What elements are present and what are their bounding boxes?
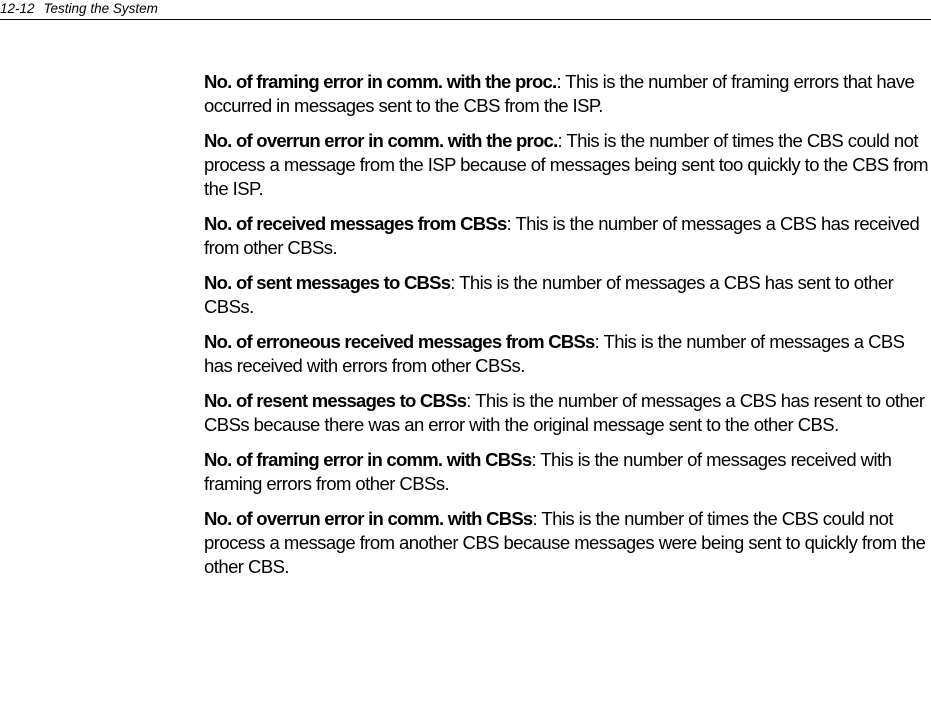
definition-term: No. of overrun error in comm. with the proc. [204,130,558,151]
definition-term: No. of overrun error in comm. with CBSs [204,508,533,529]
definition-term: No. of received messages from CBSs [204,213,507,234]
definition-text: : This is the number of framing errors that have occurred in messages sent to the CBS from the ISP. [204,71,915,116]
page-number: 12-12 [0,1,35,16]
page-header [0,0,931,20]
definition-text: : This is the number of messages a CBS has sent to other CBSs. [204,272,894,317]
definition-text: : This is the number of times the CBS could not process a message from another CBS because messages were being sent to quickly from the other CBS. [204,508,926,577]
definition-list [204,70,931,590]
definition-item [204,507,931,579]
definition-item [204,389,931,437]
definition-term: No. of framing error in comm. with the proc. [204,71,557,92]
definition-text: : This is the number of messages a CBS has received with errors from other CBSs. [204,331,905,376]
definition-term: No. of sent messages to CBSs [204,272,451,293]
definition-item [204,271,931,319]
definition-term: No. of erroneous received messages from CBSs [204,331,595,352]
section-title: Testing the System [43,1,158,16]
definition-item [204,70,931,118]
definition-term: No. of framing error in comm. with CBSs [204,449,532,470]
definition-text: : This is the number of times the CBS could not process a message from the ISP because of messages being sent too quickly to the CBS from the ISP. [204,130,928,199]
definition-text: : This is the number of messages a CBS has resent to other CBSs because there was an error with the original message sent to the other CBS. [204,390,925,435]
definition-item [204,330,931,378]
definition-item [204,448,931,496]
definition-item [204,212,931,260]
definition-item [204,129,931,201]
definition-text: : This is the number of messages a CBS has received from other CBSs. [204,213,920,258]
definition-text: : This is the number of messages received with framing errors from other CBSs. [204,449,892,494]
definition-term: No. of resent messages to CBSs [204,390,467,411]
